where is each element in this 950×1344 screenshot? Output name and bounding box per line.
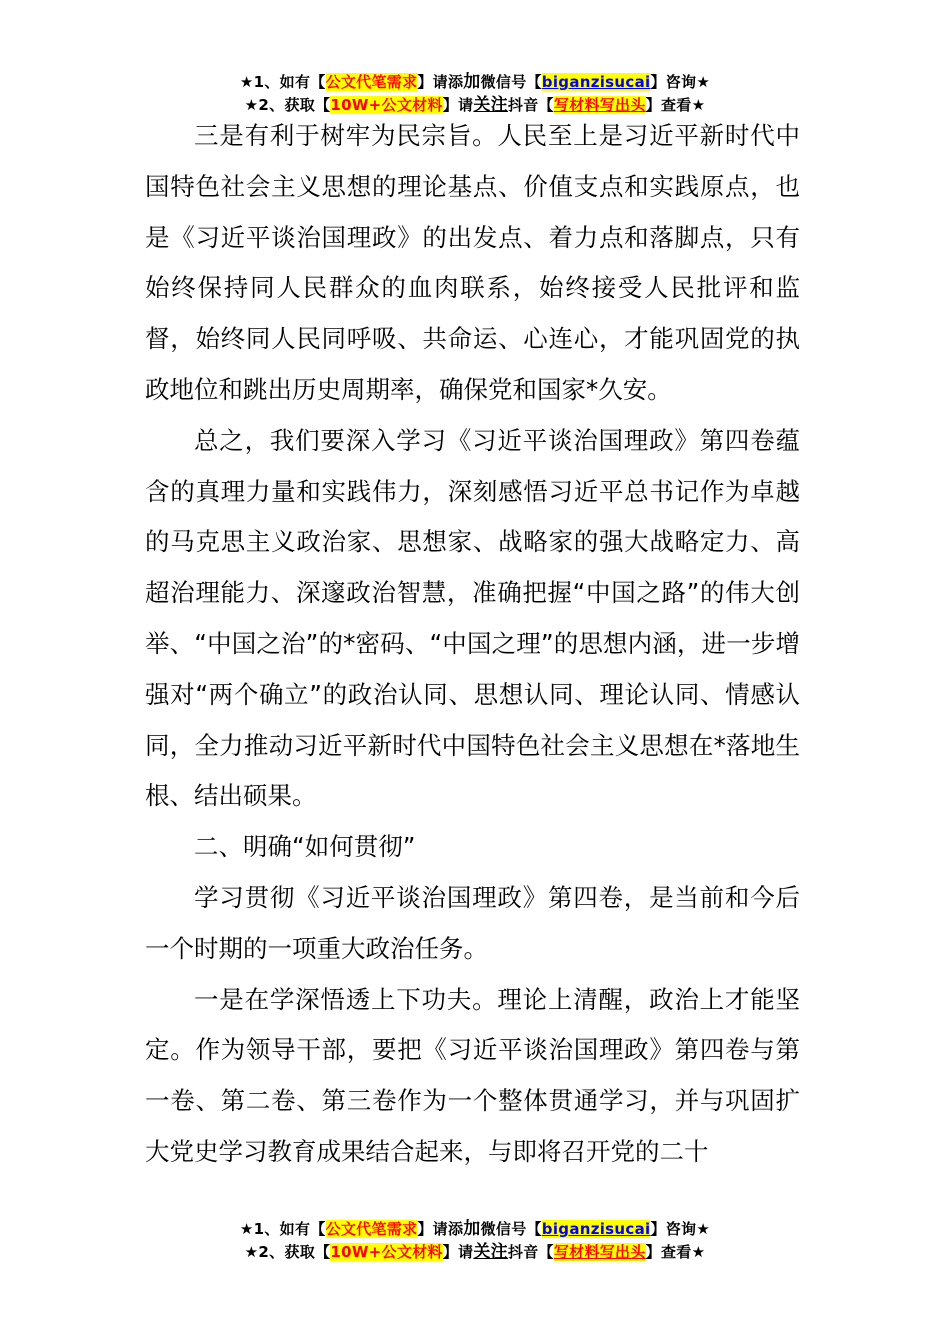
banner-text: 】查看★ <box>645 96 706 114</box>
banner-text: 加 <box>463 1219 481 1239</box>
banner-text: 】请 <box>442 96 474 114</box>
banner-text: ★2、获取【 <box>244 1243 331 1261</box>
banner-text: 关注 <box>473 95 508 115</box>
banner-text: ★2、获取【 <box>244 96 331 114</box>
banner-text: 】查看★ <box>645 1243 706 1261</box>
footer-banner <box>0 1218 950 1264</box>
materials-highlight: 10W+公文材料 <box>330 1243 443 1261</box>
banner-text: 】请添 <box>417 73 464 91</box>
banner-text: ★1、如有【 <box>239 73 326 91</box>
section-heading: 二、明确“如何贯彻” <box>194 832 416 862</box>
banner-line-2 <box>0 1241 950 1264</box>
wechat-id-link[interactable]: biganzisucai <box>541 73 651 91</box>
document-body <box>145 111 800 1178</box>
banner-text: 抖音【 <box>507 1243 554 1261</box>
paragraph: 总之，我们要深入学习《习近平谈治国理政》第四卷蕴含的真理力量和实践伟力，深刻感悟习近平总书记作为卓越的马克思主义政治家、思想家、战略家的强大战略定力、高超治理能力、深邃政治智慧，准确把握“中国之路”的伟大创举、“中国之治”的*密码、“中国之理”的思想内涵，进一步增强对“两个确立”的政治认同、思想认同、理论认同、情感认同，全力推动习近平新时代中国特色社会主义思想在*落地生根、结出硕果。 <box>145 425 800 811</box>
paragraph: 三是有利于树牢为民宗旨。人民至上是习近平新时代中国特色社会主义思想的理论基点、价值支点和实践原点，也是《习近平谈治国理政》的出发点、着力点和落脚点，只有始终保持同人民群众的血肉联系，始终接受人民批评和监督，始终同人民同呼吸、共命运、心连心，才能巩固党的执政地位和跳出历史周期率，确保党和国家*久安。 <box>145 121 800 404</box>
banner-text: 微信号【 <box>480 1220 542 1238</box>
banner-text: 微信号【 <box>480 73 542 91</box>
banner-text: 】咨询★ <box>650 1220 711 1238</box>
banner-text: ★1、如有【 <box>239 1220 326 1238</box>
banner-text: 抖音【 <box>507 96 554 114</box>
banner-text: 关注 <box>473 1242 508 1262</box>
banner-text: 】请 <box>442 1243 474 1261</box>
paragraph: 一是在学深悟透上下功夫。理论上清醒，政治上才能坚定。作为领导干部，要把《习近平谈治国理政》第四卷与第一卷、第二卷、第三卷作为一个整体贯通学习，并与巩固扩大党史学习教育成果结合起来，与即将召开党的二十 <box>145 984 800 1166</box>
materials-highlight: 10W+公文材料 <box>330 96 443 114</box>
wechat-id-link[interactable]: biganzisucai <box>541 1220 651 1238</box>
douyin-account-link[interactable]: 写材料写出头 <box>553 1243 646 1261</box>
ghostwriting-highlight: 公文代笔需求 <box>325 1220 418 1238</box>
banner-line-1 <box>0 71 950 94</box>
banner-text: 】请添 <box>417 1220 464 1238</box>
ghostwriting-highlight: 公文代笔需求 <box>325 73 418 91</box>
douyin-account-link[interactable]: 写材料写出头 <box>553 96 646 114</box>
paragraph: 学习贯彻《习近平谈治国理政》第四卷，是当前和今后一个时期的一项重大政治任务。 <box>145 882 800 963</box>
banner-text: 】咨询★ <box>650 73 711 91</box>
banner-text: 加 <box>463 72 481 92</box>
banner-line-1 <box>0 1218 950 1241</box>
